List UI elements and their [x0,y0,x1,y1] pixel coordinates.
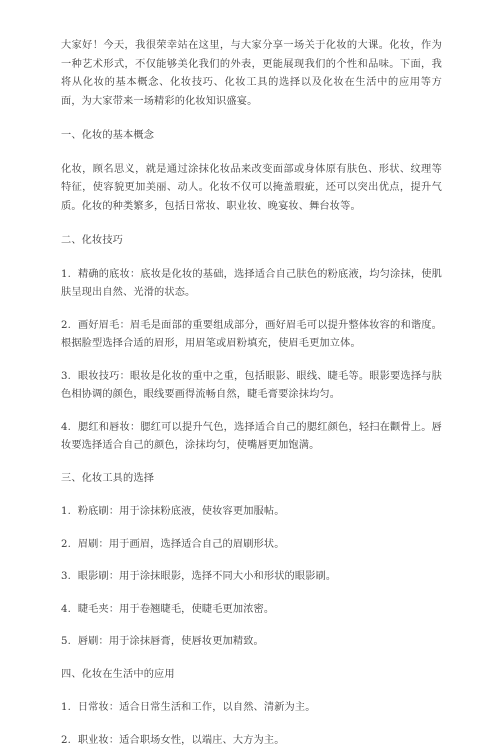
list-item-number: 1. [61,702,71,713]
list-item-number: 4. [61,422,71,433]
list-item [61,266,442,303]
intro-paragraph: 大家好！今天，我很荣幸站在这里，与大家分享一场关于化妆的大课。化妆，作为一种艺术形式，不仅能够美化我们的外表，更能展现我们的个性和品味。下面，我将从化妆的基本概念、化妆技巧、化妆工具的选择以及化妆在生活中的应用等方面，为大家带来一场精彩的化妆知识盛宴。 [61,37,442,111]
list-item [61,732,442,750]
list-item-number: 4. [61,604,71,615]
section-heading-techniques: 二、化妆技巧 [61,232,442,251]
list-item-number: 5. [61,636,71,647]
list-item [61,419,442,456]
list-item-text: 腮红和唇妆：腮红可以提升气色，选择适合自己的腮红颜色，轻扫在颧骨上。唇妆要选择适合自己的颜色，涂抹均匀，使嘴唇更加饱满。 [61,422,442,452]
list-item [61,368,442,405]
list-item-text: 眼影刷：用于涂抹眼影，选择不同大小和形状的眼影刷。 [78,571,336,582]
list-item-text: 画好眉毛：眉毛是面部的重要组成部分，画好眉毛可以提升整体妆容的和谐度。根据脸型选择合适的眉形，用眉笔或眉粉填充，使眉毛更加立体。 [61,320,442,350]
section-body-basic-concept: 化妆，顾名思义，就是通过涂抹化妆品来改变面部或身体原有肤色、形状、纹理等特征，使容貌更加美丽、动人。化妆不仅可以掩盖瑕疵，还可以突出优点，提升气质。化妆的种类繁多，包括日常妆、职业妆、晚宴妆、舞台妆等。 [61,161,442,217]
list-item-text: 职业妆：适合职场女性，以端庄、大方为主。 [78,735,285,746]
list-item-number: 3. [61,571,71,582]
list-item-number: 1. [61,506,71,517]
section-heading-tools: 三、化妆工具的选择 [61,470,442,489]
list-item-number: 3. [61,371,71,382]
section-heading-daily-use: 四、化妆在生活中的应用 [61,666,442,685]
section-heading-basic-concept: 一、化妆的基本概念 [61,127,442,146]
list-item [61,317,442,354]
list-item-text: 眼妆技巧：眼妆是化妆的重中之重，包括眼影、眼线、睫毛等。眼影要选择与肤色相协调的颜色，眼线要画得流畅自然，睫毛膏要涂抹均匀。 [61,371,442,401]
list-item [61,536,442,555]
list-item-number: 2. [61,320,71,331]
list-item-number: 2. [61,539,71,550]
list-item [61,699,442,718]
list-item-text: 睫毛夹：用于卷翘睫毛，使睫毛更加浓密。 [78,604,274,615]
list-item-text: 日常妆：适合日常生活和工作，以自然、清新为主。 [78,702,316,713]
list-item-text: 唇刷：用于涂抹唇膏，使唇妆更加精致。 [78,636,264,647]
list-item-text: 精确的底妆：底妆是化妆的基础，选择适合自己肤色的粉底液，均匀涂抹，使肌肤呈现出自然、光滑的状态。 [61,269,442,299]
list-item [61,601,442,620]
list-item-text: 眉刷：用于画眉，选择适合自己的眉刷形状。 [78,539,285,550]
list-item [61,568,442,587]
list-item-text: 粉底刷：用于涂抹粉底液，使妆容更加服帖。 [78,506,285,517]
list-item [61,503,442,522]
list-item-number: 2. [61,735,71,746]
list-item-number: 1. [61,269,71,280]
